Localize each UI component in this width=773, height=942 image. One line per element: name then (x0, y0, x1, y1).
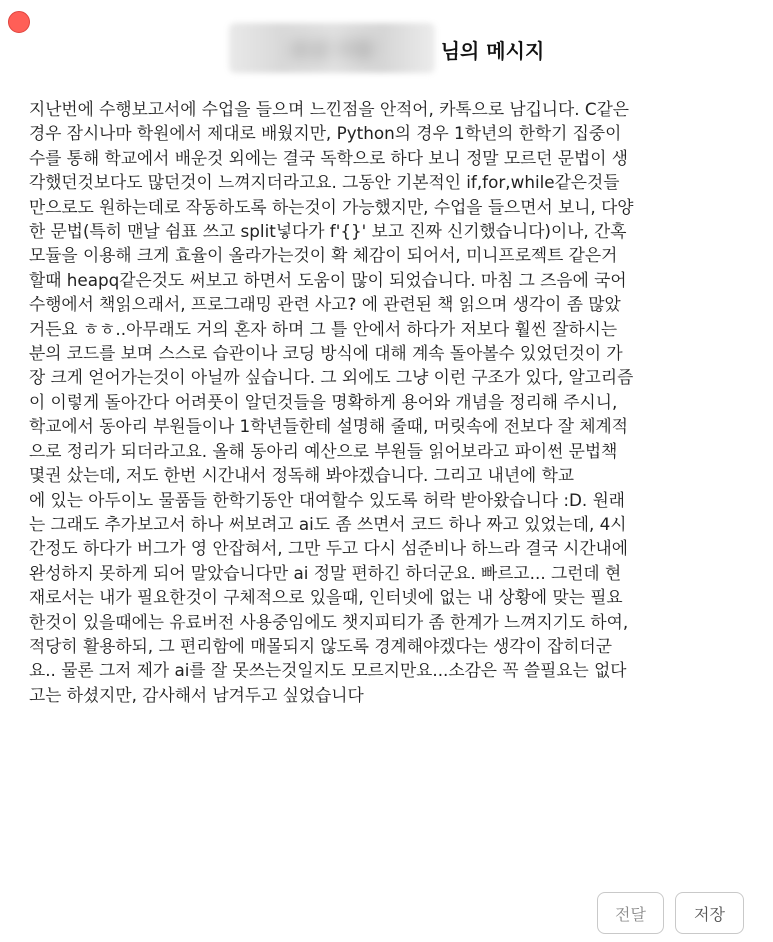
message-line: 수행에서 책읽으래서, 프로그래밍 관련 사고? 에 관련된 책 읽으며 생각이 좀 많았 (29, 294, 621, 315)
message-line: 분의 코드를 보며 스스로 습관이나 코딩 방식에 대해 계속 돌아볼수 있었던것이 가 (29, 343, 623, 364)
message-line: 완성하지 못하게 되어 말았습니다만 ai 정말 편하긴 하더군요. 빠르고... 그런데 현 (29, 562, 622, 583)
message-line: 모듈을 이용해 크게 효율이 올라가는것이 확 체감이 되어서, 미니프로젝트 같은거 (29, 245, 618, 266)
message-line: 이 이렇게 돌아간다 어려풋이 알던것들을 명확하게 용어와 개념을 정리해 주시니, (29, 391, 618, 412)
message-line: 만으로도 원하는데로 작동하도록 하는것이 가능했지만, 수업을 들으면서 보니, 다양 (29, 196, 634, 217)
message-line: 고는 하셨지만, 감사해서 남겨두고 싶었습니다 (29, 684, 364, 705)
deliver-button[interactable]: 전달 (597, 892, 664, 934)
sender-name-redacted: 보낸 사람 (229, 23, 435, 73)
message-text (29, 97, 745, 707)
message-line: 각했던것보다도 많던것이 느껴지더라고요. 그동안 기본적인 if,for,while같은것들 (29, 172, 620, 193)
message-line: 몇권 샀는데, 저도 한번 시간내서 정독해 봐야겠습니다. 그리고 내년에 학교 (29, 465, 575, 486)
message-line: 한 문법(특히 맨날 쉼표 쓰고 split넣다가 f'{}' 보고 진짜 신기했습니다)이나, 간혹 (29, 221, 627, 242)
message-line: 한것이 있을때에는 유료버전 사용중임에도 챗지피티가 좀 한계가 느껴지기도 하여, (29, 611, 629, 632)
message-line: 요.. 물론 그저 제가 ai를 잘 못쓰는것일지도 모르지만요...소감은 꼭 쓸필요는 없다 (29, 660, 627, 681)
message-line: 지난번에 수행보고서에 수업을 들으며 느낀점을 안적어, 카톡으로 남깁니다. C같은 (29, 99, 630, 119)
message-line: 에 있는 아두이노 물품들 한학기동안 대여할수 있도록 허락 받아왔습니다 :D. 원래 (29, 489, 625, 510)
message-header (0, 20, 773, 76)
message-line: 거든요 ㅎㅎ..아무래도 거의 혼자 하며 그 틀 안에서 하다가 저보다 훨씬 잘하시는 (29, 318, 618, 339)
message-line: 재로서는 내가 필요한것이 구체적으로 있을때, 인터넷에 없는 내 상황에 맞는 필요 (29, 587, 623, 608)
message-line: 간정도 하다가 버그가 영 안잡혀서, 그만 두고 다시 섬준비나 하느라 결국 시간내에 (29, 538, 628, 559)
message-line: 으로 정리가 되더라고요. 올해 동아리 예산으로 부원들 읽어보라고 파이썬 문법책 (29, 440, 618, 461)
save-button[interactable]: 저장 (675, 892, 744, 934)
message-line: 학교에서 동아리 부원들이나 1학년들한테 설명해 줄때, 머릿속에 전보다 잘 체계적 (29, 416, 628, 437)
message-line: 경우 잠시나마 학원에서 제대로 배웠지만, Python의 경우 1학년의 한학기 집중이 (29, 123, 622, 144)
message-line: 할때 heapq같은것도 써보고 하면서 도움이 많이 되었습니다. 마침 그 즈음에 국어 (29, 269, 627, 290)
message-line: 적당히 활용하되, 그 편리함에 매몰되지 않도록 경계해야겠다는 생각이 잡히더군 (29, 635, 612, 656)
message-line: 장 크게 얻어가는것이 아닐까 싶습니다. 그 외에도 그냥 이런 구조가 있다, 알고리즘 (29, 367, 634, 388)
message-title: 님의 메시지 (440, 38, 545, 63)
message-line: 는 그래도 추가보고서 하나 써보려고 ai도 좀 쓰면서 코드 하나 짜고 있었는데, 4시 (29, 513, 627, 534)
message-line: 수를 통해 학교에서 배운것 외에는 결국 독학으로 하다 보니 정말 모르던 문법이 생 (29, 147, 628, 168)
